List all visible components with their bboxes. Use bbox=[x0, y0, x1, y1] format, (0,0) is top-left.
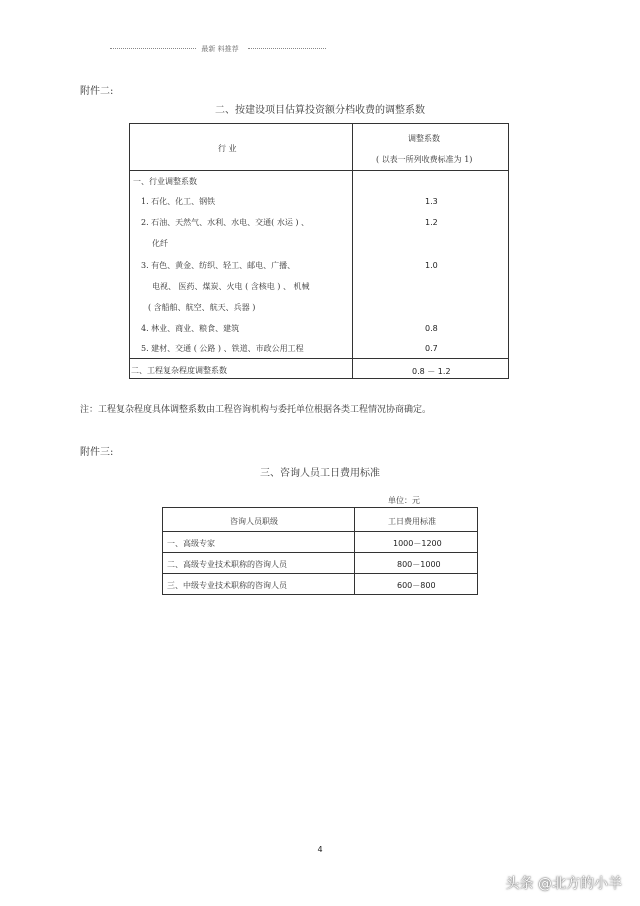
fee-table-row-divider-1 bbox=[162, 552, 478, 553]
industry-row-3-line2: 电视、 医药、煤炭、火电 ( 含核电 ) 、 机械 bbox=[152, 282, 310, 291]
coef-row-4: 0.8 bbox=[425, 324, 438, 333]
fee-level-3: 三、中级专业技术职称的咨询人员 bbox=[167, 581, 287, 590]
attachment2-title: 二、按建设项目估算投资额分档收费的调整系数 bbox=[215, 105, 425, 116]
industry-row-3-line1: 3. 有色、黄金、纺织、轻工、邮电、广播、 bbox=[141, 261, 296, 270]
industry-row-1: 1. 石化、化工、钢铁 bbox=[141, 197, 216, 206]
coef-row-1: 1.3 bbox=[425, 197, 438, 206]
section-complexity: 二、工程复杂程度调整系数 bbox=[131, 366, 227, 375]
section-industry: 一、行业调整系数 bbox=[133, 177, 197, 186]
watermark: 头条 @北方的小羊 bbox=[505, 876, 622, 892]
page-header: 最新 料推荐 bbox=[201, 45, 239, 53]
coef-row-5: 0.7 bbox=[425, 344, 438, 353]
table-note: 注：工程复杂程度具体调整系数由工程咨询机构与委托单位根据各类工程情况协商确定。 bbox=[80, 405, 432, 415]
fee-value-1: 1000－1200 bbox=[393, 539, 442, 548]
attachment3-label: 附件三: bbox=[80, 447, 114, 458]
table-col-divider bbox=[352, 123, 353, 379]
industry-row-4: 4. 林业、商业、粮食、建筑 bbox=[141, 324, 240, 333]
fee-table-col-divider bbox=[354, 507, 355, 595]
coef-row-2: 1.2 bbox=[425, 218, 438, 227]
fee-value-2: 800－1000 bbox=[397, 560, 441, 569]
col-coef-note: ( 以表一所列收费标准为 1) bbox=[376, 155, 473, 164]
attachment2-label: 附件二: bbox=[80, 86, 114, 97]
industry-row-2-line1: 2. 石油、天然气、水利、水电、交通( 水运 ) 、 bbox=[141, 218, 310, 227]
complexity-coef: 0.8 － 1.2 bbox=[412, 367, 451, 376]
fee-value-3: 600－800 bbox=[397, 581, 436, 590]
col-coef-header: 调整系数 bbox=[408, 134, 440, 143]
fee-table-header-divider bbox=[162, 531, 478, 532]
fee-level-2: 二、高级专业技术职称的咨询人员 bbox=[167, 560, 287, 569]
coef-row-3: 1.0 bbox=[425, 261, 438, 270]
industry-row-2-line2: 化纤 bbox=[152, 239, 168, 248]
page-number: 4 bbox=[317, 845, 323, 854]
col-industry-header: 行 业 bbox=[218, 144, 237, 153]
attachment3-title: 三、咨询人员工日费用标准 bbox=[260, 468, 380, 479]
header-line-right bbox=[248, 48, 326, 49]
industry-row-5: 5. 建材、交通 ( 公路 ) 、铁道、市政公用工程 bbox=[141, 344, 304, 353]
fee-table-row-divider-2 bbox=[162, 573, 478, 574]
table-header-divider bbox=[129, 170, 509, 171]
col-level-header: 咨询人员职级 bbox=[230, 517, 278, 526]
unit-label: 单位：元 bbox=[388, 496, 420, 505]
fee-level-1: 一、高级专家 bbox=[167, 539, 215, 548]
table-footer-divider bbox=[129, 358, 509, 359]
col-fee-header: 工日费用标准 bbox=[388, 517, 436, 526]
industry-row-3-line3: ( 含船舶、航空、航天、兵器 ) bbox=[148, 303, 256, 312]
